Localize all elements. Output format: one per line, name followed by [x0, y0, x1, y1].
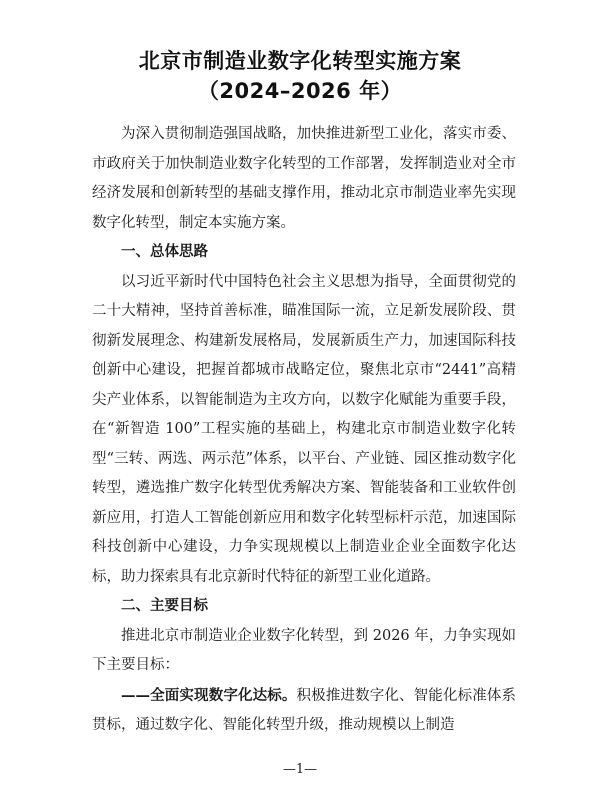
document-body — [92, 120, 516, 741]
section-heading-main-goals: 二、主要目标 — [121, 598, 208, 614]
page-number: —1— — [282, 762, 318, 777]
goal-item-lead: ——全面实现数字化达标。 — [121, 686, 297, 704]
goal-item-text: 积极推进数字化、智能化标准体系贯标，通过数字化、智能化转型升级，推动规模以上制造 — [92, 687, 517, 733]
intro-paragraph: 为深入贯彻制造强国战略，加快推进新型工业化，落实市委、市政府关于加快制造业数字化转型的工作部署，发挥制造业对全市经济发展和创新转型的基础支撑作用，推动北京市制造业率先实现数字化转型，制定本实施方案。 — [92, 126, 516, 231]
document-subtitle-years: （2024–2026 年） — [197, 79, 403, 103]
overall-approach-paragraph: 以习近平新时代中国特色社会主义思想为指导，全面贯彻党的二十大精神，坚持首善标准，瞄准国际一流，立足新发展阶段、贯彻新发展理念、构建新发展格局，发展新质生产力，加速国际科技创新中心建设，把握首都城市战略定位，聚焦北京市“2441”高精尖产业体系，以智能制造为主攻方向，以数字化赋能为重要手段，在“新智造 100”工程实施的基础上，构建北京市制造业数字化转型“三转、两选、两示范”体系，以平台、产业链、园区推动数字化转型，遴选推广数字化转型优秀解决方案、智能装备和工业软件创新应用，打造人工智能创新应用和数字化转型标杆示范，加速国际科技创新中心建设，力争实现规模以上制造业企业全面数字化达标，助力探索具有北京新时代特征的新型工业化道路。 — [92, 273, 516, 585]
section-heading-overall-approach: 一、总体思路 — [121, 244, 208, 260]
document-title: 北京市制造业数字化转型实施方案 — [138, 49, 462, 73]
goal-item-digital-compliance — [92, 681, 516, 741]
main-goals-paragraph: 推进北京市制造业企业数字化转型，到 2026 年，力争实现如下主要目标： — [92, 627, 516, 673]
